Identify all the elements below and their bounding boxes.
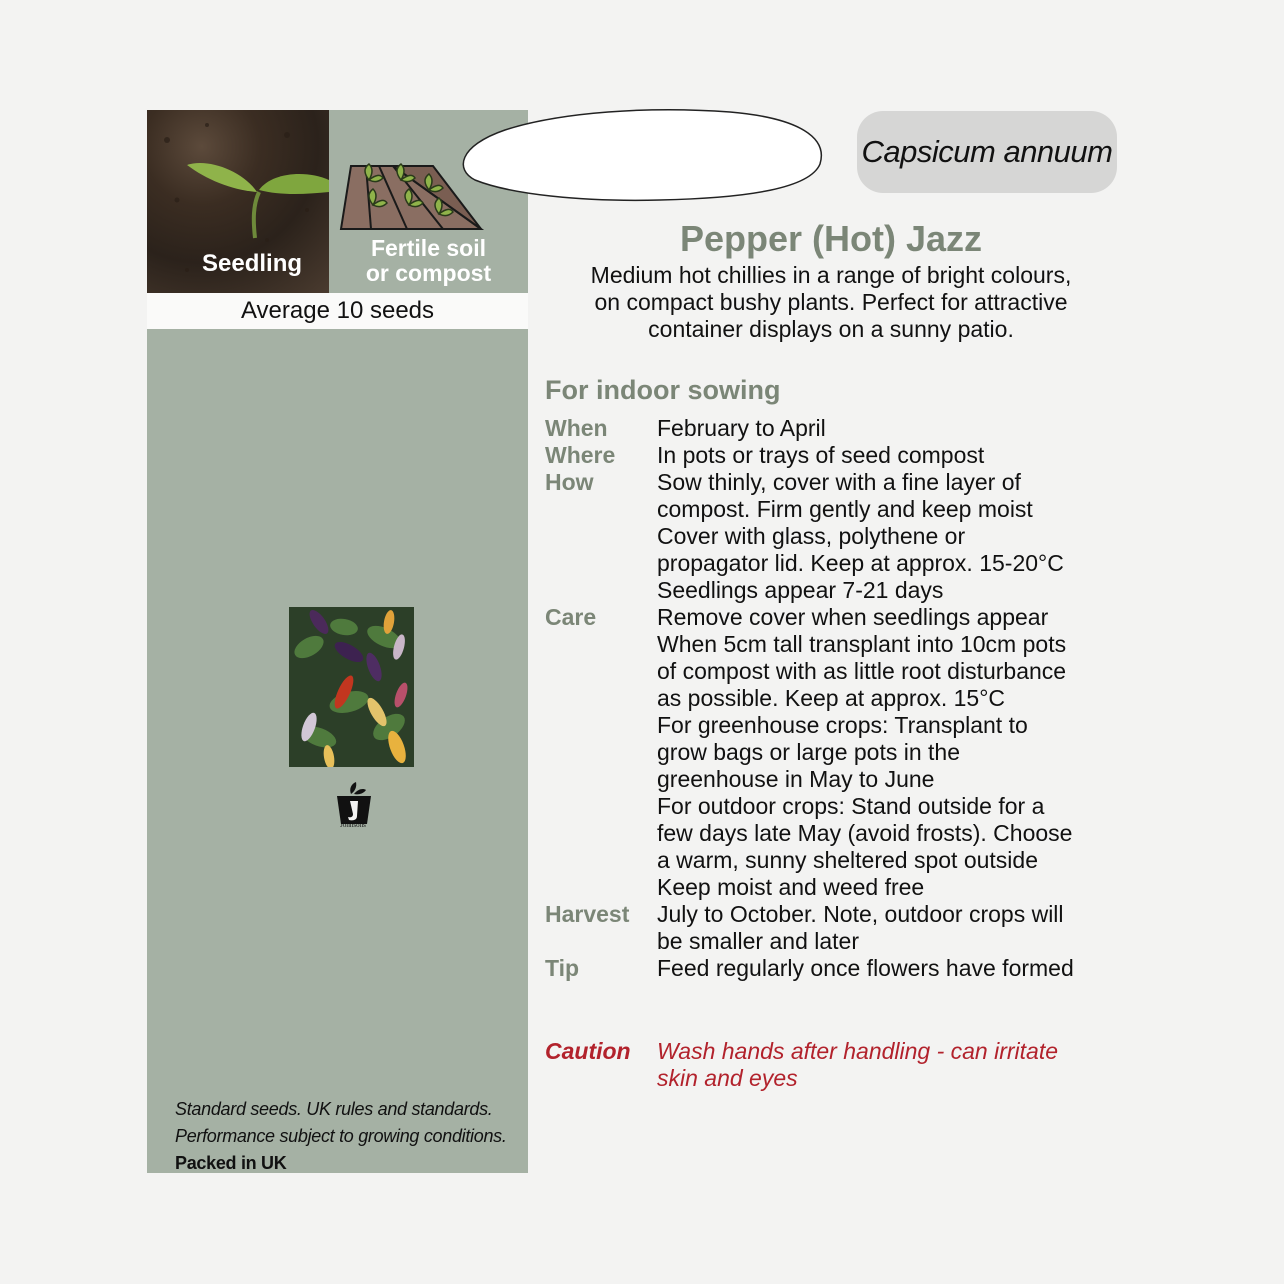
footer-packed-in: Packed in UK	[175, 1153, 287, 1173]
instruction-row-where	[545, 442, 1135, 469]
instruction-line: grow bags or large pots in the	[657, 739, 961, 765]
instruction-line: propagator lid. Keep at approx. 15-20°C	[657, 550, 1064, 576]
instruction-value	[657, 442, 1135, 469]
caution-line: skin and eyes	[657, 1065, 798, 1091]
instruction-line: Cover with glass, polythene or	[657, 523, 966, 549]
sowing-instructions	[545, 415, 1135, 982]
instruction-value	[657, 901, 1135, 955]
instruction-value	[657, 469, 1135, 604]
footer-standard-seeds: Standard seeds. UK rules and standards.	[175, 1099, 493, 1119]
description-line: container displays on a sunny patio.	[648, 316, 1014, 342]
chilli-plant-image	[289, 607, 414, 767]
caution-label: Caution	[545, 1038, 631, 1064]
instruction-row-how	[545, 469, 1135, 604]
instruction-line: For greenhouse crops: Transplant to	[657, 712, 1028, 738]
instruction-value	[657, 955, 1135, 982]
footer-performance: Performance subject to growing conditions.	[175, 1126, 507, 1146]
section-title: For indoor sowing	[545, 375, 781, 405]
soil-label-line1: Fertile soil	[370, 235, 487, 261]
instruction-line: July to October. Note, outdoor crops will	[657, 901, 1064, 927]
instruction-line: February to April	[657, 415, 826, 441]
instruction-row-tip	[545, 955, 1135, 982]
species-badge: Capsicum annuum	[857, 111, 1117, 193]
instruction-line: be smaller and later	[657, 928, 859, 954]
instruction-line: In pots or trays of seed compost	[657, 442, 985, 468]
instruction-label: Tip	[545, 955, 580, 981]
description	[540, 262, 1122, 343]
instruction-value	[657, 415, 1135, 442]
instruction-label: Harvest	[545, 901, 630, 927]
instruction-line: Remove cover when seedlings appear	[657, 604, 1049, 630]
caution-text	[657, 1038, 1058, 1092]
left-panel	[147, 110, 528, 1173]
instruction-line: Feed regularly once flowers have formed	[657, 955, 1074, 981]
instruction-line: few days late May (avoid frosts). Choose	[657, 820, 1073, 846]
hang-hole	[460, 108, 824, 203]
instruction-line: Seedlings appear 7-21 days	[657, 577, 944, 603]
instruction-row-care	[545, 604, 1135, 901]
instruction-line: When 5cm tall transplant into 10cm pots	[657, 631, 1067, 657]
seed-count: Average 10 seeds	[147, 293, 528, 329]
instruction-label: Where	[545, 442, 616, 468]
instruction-line: For outdoor crops: Stand outside for a	[657, 793, 1045, 819]
instruction-line: as possible. Keep at approx. 15°C	[657, 685, 1006, 711]
product-title: Pepper (Hot) Jazz	[679, 218, 983, 259]
seedling-label: Seedling	[202, 250, 303, 277]
instruction-line: of compost with as little root disturbance	[657, 658, 1067, 684]
instruction-row-when	[545, 415, 1135, 442]
instruction-label: How	[545, 469, 594, 495]
seedling-photo	[147, 110, 329, 293]
instruction-label: When	[545, 415, 608, 441]
description-line: on compact bushy plants. Perfect for attractive	[594, 289, 1068, 315]
instruction-label: Care	[545, 604, 597, 630]
instruction-line: greenhouse in May to June	[657, 766, 935, 792]
soil-label-line2: or compost	[365, 260, 492, 286]
instruction-value	[657, 604, 1135, 901]
instruction-row-harvest	[545, 901, 1135, 955]
instruction-line: Keep moist and weed free	[657, 874, 925, 900]
description-line: Medium hot chillies in a range of bright colours,	[590, 262, 1072, 288]
pepper-photo	[289, 607, 414, 767]
instruction-line: a warm, sunny sheltered spot outside	[657, 847, 1038, 873]
caution-notice	[545, 1038, 1135, 1092]
caution-line: Wash hands after handling - can irritate	[657, 1038, 1059, 1064]
instruction-line: Sow thinly, cover with a fine layer of	[657, 469, 1021, 495]
brand-name: Johnsons	[340, 821, 366, 829]
instruction-line: compost. Firm gently and keep moist	[657, 496, 1033, 522]
